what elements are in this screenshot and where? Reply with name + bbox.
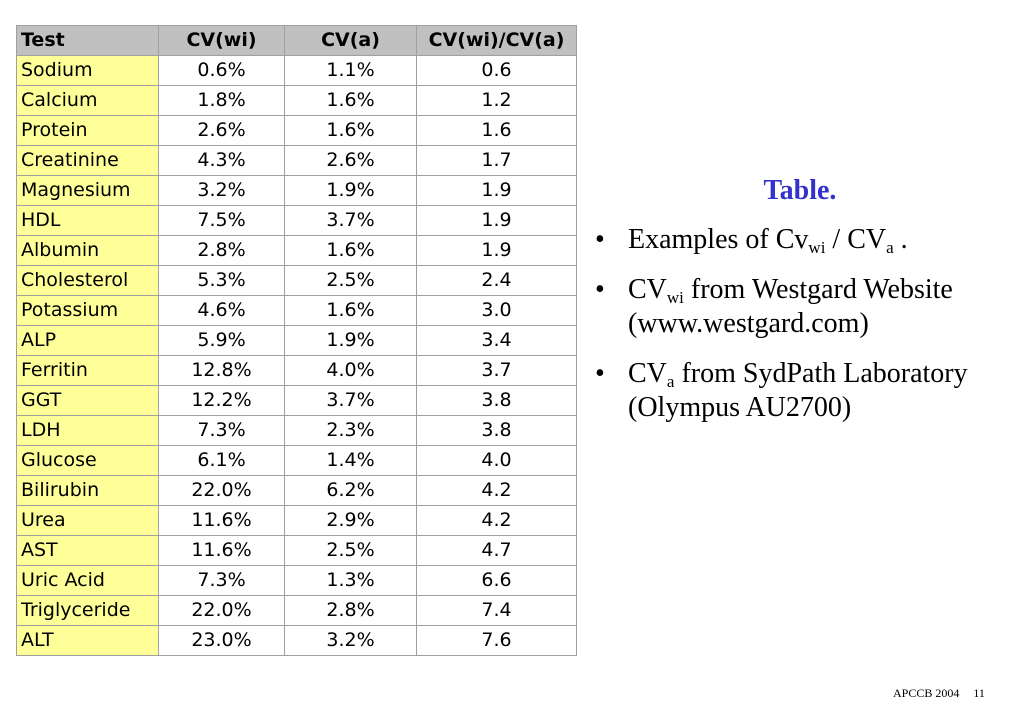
cv-table bbox=[16, 25, 577, 656]
cell-cv-a: 2.5% bbox=[285, 536, 417, 566]
cell-ratio: 1.9 bbox=[417, 176, 577, 206]
cell-cv-wi: 2.6% bbox=[159, 116, 285, 146]
cell-test: GGT bbox=[17, 386, 159, 416]
cell-test: HDL bbox=[17, 206, 159, 236]
cell-cv-a: 1.6% bbox=[285, 86, 417, 116]
table-row bbox=[17, 566, 577, 596]
note-subscript: a bbox=[886, 238, 894, 257]
cell-cv-a: 2.6% bbox=[285, 146, 417, 176]
cell-cv-a: 3.2% bbox=[285, 626, 417, 656]
cell-test: Creatinine bbox=[17, 146, 159, 176]
cell-cv-a: 1.9% bbox=[285, 176, 417, 206]
cell-ratio: 4.0 bbox=[417, 446, 577, 476]
cell-ratio: 7.4 bbox=[417, 596, 577, 626]
cell-cv-wi: 5.3% bbox=[159, 266, 285, 296]
note-item bbox=[595, 223, 1015, 257]
note-item bbox=[595, 273, 1015, 341]
cell-cv-wi: 7.3% bbox=[159, 566, 285, 596]
cell-cv-wi: 23.0% bbox=[159, 626, 285, 656]
cell-cv-a: 4.0% bbox=[285, 356, 417, 386]
cell-test: Magnesium bbox=[17, 176, 159, 206]
cell-cv-a: 1.9% bbox=[285, 326, 417, 356]
table-row bbox=[17, 296, 577, 326]
cell-cv-wi: 6.1% bbox=[159, 446, 285, 476]
note-item bbox=[595, 357, 1015, 425]
table-row bbox=[17, 596, 577, 626]
bullet-icon: • bbox=[595, 358, 605, 389]
cell-cv-wi: 1.8% bbox=[159, 86, 285, 116]
cell-cv-a: 1.6% bbox=[285, 236, 417, 266]
cell-test: Sodium bbox=[17, 56, 159, 86]
table-row bbox=[17, 266, 577, 296]
table-row bbox=[17, 476, 577, 506]
cell-cv-wi: 11.6% bbox=[159, 506, 285, 536]
note-text: CV bbox=[628, 358, 667, 389]
slide-footer bbox=[893, 686, 985, 701]
notes-list bbox=[595, 223, 1015, 425]
cell-cv-a: 1.6% bbox=[285, 116, 417, 146]
cell-cv-a: 3.7% bbox=[285, 206, 417, 236]
cell-ratio: 6.6 bbox=[417, 566, 577, 596]
note-text: / CV bbox=[825, 224, 887, 255]
note-text: . bbox=[893, 224, 908, 255]
cell-cv-a: 2.8% bbox=[285, 596, 417, 626]
table-row bbox=[17, 416, 577, 446]
table-row bbox=[17, 446, 577, 476]
table-row bbox=[17, 356, 577, 386]
cell-ratio: 3.8 bbox=[417, 416, 577, 446]
cell-cv-a: 6.2% bbox=[285, 476, 417, 506]
table-row bbox=[17, 236, 577, 266]
table-row bbox=[17, 176, 577, 206]
cell-ratio: 0.6 bbox=[417, 56, 577, 86]
header-cv-a: CV(a) bbox=[285, 26, 417, 56]
cell-ratio: 1.9 bbox=[417, 236, 577, 266]
cell-test: Potassium bbox=[17, 296, 159, 326]
table-row bbox=[17, 326, 577, 356]
cell-cv-wi: 3.2% bbox=[159, 176, 285, 206]
note-text: from SydPath Laboratory (Olympus AU2700) bbox=[628, 358, 968, 423]
cell-test: Uric Acid bbox=[17, 566, 159, 596]
cell-test: ALP bbox=[17, 326, 159, 356]
cell-ratio: 1.2 bbox=[417, 86, 577, 116]
cell-test: AST bbox=[17, 536, 159, 566]
cell-ratio: 3.4 bbox=[417, 326, 577, 356]
cell-cv-a: 1.6% bbox=[285, 296, 417, 326]
cell-cv-a: 3.7% bbox=[285, 386, 417, 416]
table-row bbox=[17, 626, 577, 656]
cell-cv-a: 2.5% bbox=[285, 266, 417, 296]
cell-ratio: 3.8 bbox=[417, 386, 577, 416]
cell-cv-wi: 12.8% bbox=[159, 356, 285, 386]
note-subscript: wi bbox=[808, 238, 826, 257]
cell-ratio: 7.6 bbox=[417, 626, 577, 656]
note-text: Examples of Cv bbox=[628, 224, 809, 255]
cell-test: Urea bbox=[17, 506, 159, 536]
cell-cv-a: 2.9% bbox=[285, 506, 417, 536]
note-text: CV bbox=[628, 274, 667, 305]
note-subscript: wi bbox=[666, 288, 684, 307]
notes-panel bbox=[595, 175, 1015, 441]
cell-ratio: 1.6 bbox=[417, 116, 577, 146]
cell-ratio: 4.2 bbox=[417, 476, 577, 506]
note-text: from Westgard Website (www.westgard.com) bbox=[628, 274, 953, 339]
table-body bbox=[17, 56, 577, 656]
notes-heading: Table. bbox=[763, 175, 837, 206]
cell-ratio: 1.7 bbox=[417, 146, 577, 176]
cell-test: ALT bbox=[17, 626, 159, 656]
cell-test: Glucose bbox=[17, 446, 159, 476]
header-cv-wi: CV(wi) bbox=[159, 26, 285, 56]
header-test: Test bbox=[17, 26, 159, 56]
note-subscript: a bbox=[666, 372, 675, 391]
cell-test: LDH bbox=[17, 416, 159, 446]
cell-cv-wi: 4.3% bbox=[159, 146, 285, 176]
table-row bbox=[17, 86, 577, 116]
cell-test: Protein bbox=[17, 116, 159, 146]
cell-ratio: 4.2 bbox=[417, 506, 577, 536]
cell-cv-wi: 11.6% bbox=[159, 536, 285, 566]
table-row bbox=[17, 146, 577, 176]
cell-cv-wi: 4.6% bbox=[159, 296, 285, 326]
table-header-row bbox=[17, 26, 577, 56]
cell-ratio: 4.7 bbox=[417, 536, 577, 566]
cell-cv-a: 2.3% bbox=[285, 416, 417, 446]
cell-cv-wi: 7.3% bbox=[159, 416, 285, 446]
cell-cv-wi: 22.0% bbox=[159, 596, 285, 626]
table-row bbox=[17, 506, 577, 536]
cell-cv-a: 1.4% bbox=[285, 446, 417, 476]
cell-cv-a: 1.3% bbox=[285, 566, 417, 596]
cell-ratio: 2.4 bbox=[417, 266, 577, 296]
table-row bbox=[17, 386, 577, 416]
cell-test: Triglyceride bbox=[17, 596, 159, 626]
table-row bbox=[17, 536, 577, 566]
table-row bbox=[17, 56, 577, 86]
cell-test: Calcium bbox=[17, 86, 159, 116]
table-row bbox=[17, 206, 577, 236]
bullet-icon: • bbox=[595, 274, 605, 305]
cell-ratio: 1.9 bbox=[417, 206, 577, 236]
page-number: 11 bbox=[973, 686, 985, 700]
cell-cv-wi: 22.0% bbox=[159, 476, 285, 506]
cell-cv-wi: 12.2% bbox=[159, 386, 285, 416]
cell-test: Ferritin bbox=[17, 356, 159, 386]
cell-cv-wi: 0.6% bbox=[159, 56, 285, 86]
cell-cv-wi: 2.8% bbox=[159, 236, 285, 266]
table-row bbox=[17, 116, 577, 146]
footer-label: APCCB 2004 bbox=[893, 686, 960, 700]
bullet-icon: • bbox=[595, 224, 605, 255]
header-ratio: CV(wi)/CV(a) bbox=[417, 26, 577, 56]
cell-test: Bilirubin bbox=[17, 476, 159, 506]
cell-test: Cholesterol bbox=[17, 266, 159, 296]
cell-ratio: 3.7 bbox=[417, 356, 577, 386]
cell-cv-a: 1.1% bbox=[285, 56, 417, 86]
cell-cv-wi: 5.9% bbox=[159, 326, 285, 356]
cell-test: Albumin bbox=[17, 236, 159, 266]
cell-ratio: 3.0 bbox=[417, 296, 577, 326]
cell-cv-wi: 7.5% bbox=[159, 206, 285, 236]
